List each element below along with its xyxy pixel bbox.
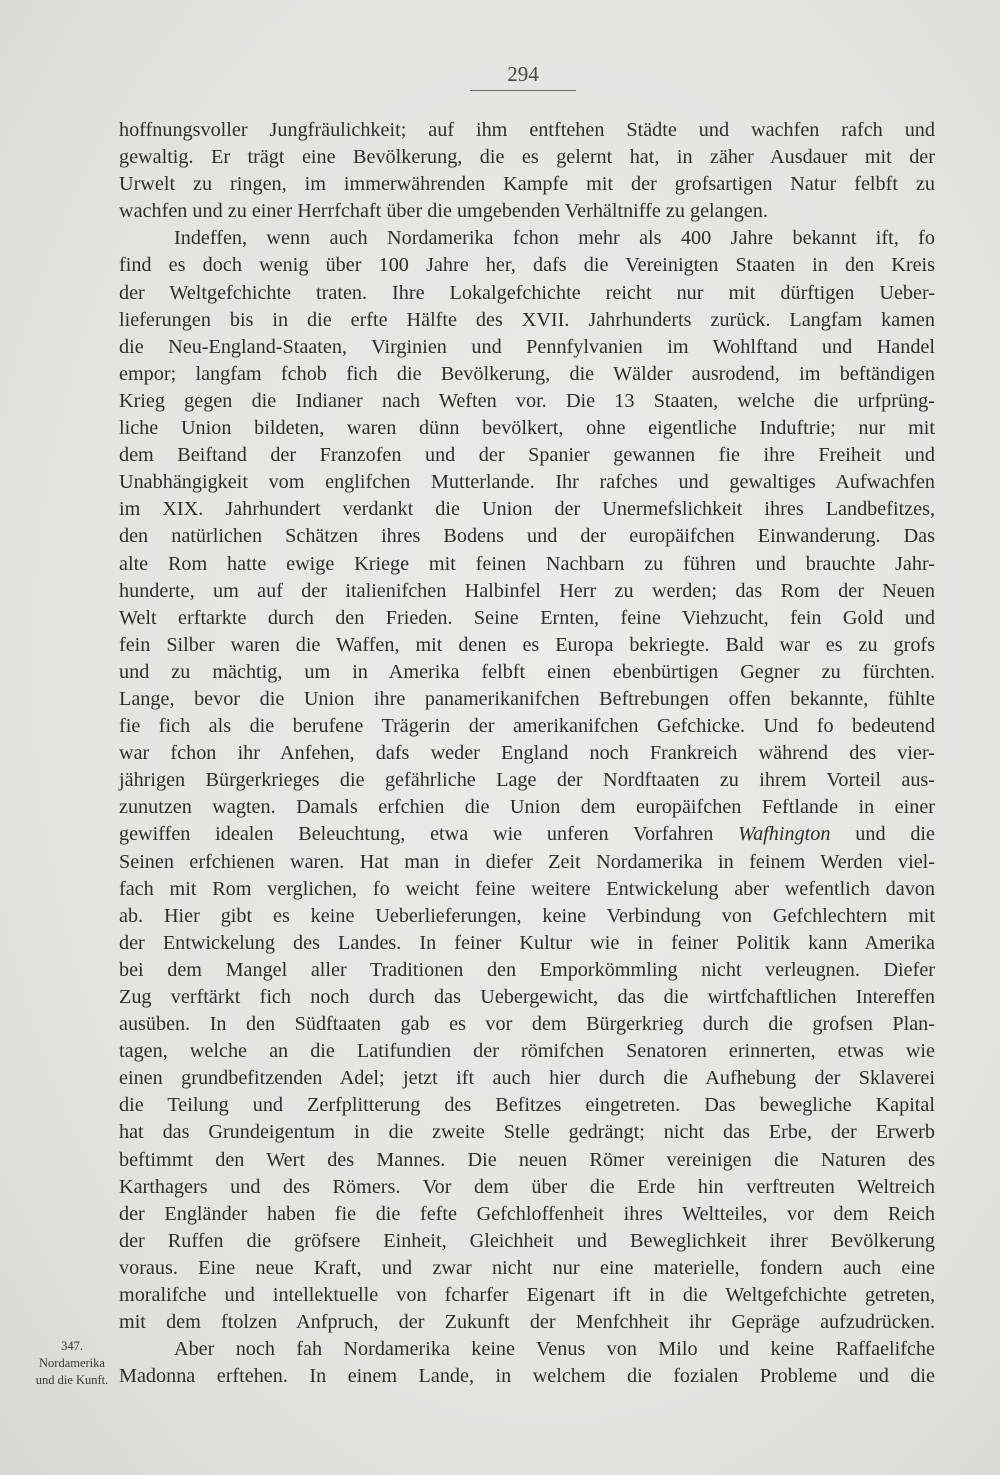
margin-note-line-2: und die Kunft.: [35, 1373, 109, 1387]
text-line: Indeffen, wenn auch Nordamerika fchon mehr als 400 Jahre bekannt ift, fo: [174, 227, 935, 250]
text-line: jährigen Bürgerkrieges die gefährliche Lage der Nordftaaten zu ihrem Vorteil aus-: [119, 769, 935, 792]
text-line: mit dem ftolzen Anfpruch, der Zukunft der Menfchheit ihr Gepräge aufzudrücken.: [119, 1311, 935, 1334]
page-number: 294: [507, 62, 539, 86]
text-line: zunutzen wagten. Damals erfchien die Union dem europäifchen Feftlande in einer: [119, 796, 935, 819]
text-line: hunderte, um auf der italienifchen Halbinfel Herr zu werden; das Rom der Neuen: [119, 579, 935, 602]
text-line: der Weltgefchichte traten. Ihre Lokalgefchichte reicht nur mit dürftigen Ueber-: [119, 281, 935, 304]
text-line: ausüben. In den Südftaaten gab es vor dem Bürgerkrieg durch die grofsen Plan-: [119, 1013, 935, 1036]
text-line: ab. Hier gibt es keine Ueberlieferungen, keine Verbindung von Gefchlechtern mit: [119, 904, 935, 927]
text-line: bei dem Mangel aller Traditionen den Emporkömmling nicht verleugnen. Diefer: [119, 958, 935, 981]
text-line: Krieg gegen die Indianer nach Weften vor. Die 13 Staaten, welche die urfprüng-: [119, 389, 935, 412]
text-line: find es doch wenig über 100 Jahre her, dafs die Vereinigten Staaten in den Kreis: [119, 254, 935, 277]
text-line: wachfen und zu einer Herrfchaft über die umgebenden Verhältniffe zu gelangen.: [119, 200, 768, 223]
text-line: Welt erftarkte durch den Frieden. Seine Ernten, feine Viehzucht, fein Gold und: [119, 606, 935, 629]
page-number-rule: [470, 90, 576, 91]
text-line: tagen, welche an die Latifundien der römifchen Senatoren erinnerten, etwas wie: [119, 1040, 935, 1063]
text-line: im XIX. Jahrhundert verdankt die Union der Unermefslichkeit ihres Landbefitzes,: [119, 498, 935, 521]
text-line: den natürlichen Schätzen ihres Bodens und der europäifchen Einwanderung. Das: [119, 525, 935, 548]
text-line: die Neu-England-Staaten, Virginien und Pennfylvanien im Wohlftand und Handel: [119, 335, 935, 358]
text-line: gewaltig. Er trägt eine Bevölkerung, die es gelernt hat, in zäher Ausdauer mit der: [119, 146, 935, 169]
body-text: [119, 117, 935, 1390]
text-line: hat das Grundeigentum in die zweite Stelle gedrängt; nicht das Erbe, der Erwerb: [119, 1121, 935, 1144]
text-line: Seinen erfchienen waren. Hat man in diefer Zeit Nordamerika in feinem Werden viel-: [119, 850, 935, 873]
text-line: Madonna erftehen. In einem Lande, in welchem die fozialen Probleme und die: [119, 1365, 935, 1388]
text-line: dem Beiftand der Franzofen und der Spanier gewannen fie ihre Freiheit und: [119, 444, 935, 467]
text-line: empor; langfam fchob fich die Bevölkerung, die Wälder ausrodend, im beftändigen: [119, 362, 935, 385]
text-line: voraus. Eine neue Kraft, und zwar nicht nur eine materielle, fondern auch eine: [119, 1256, 935, 1279]
text-line: hoffnungsvoller Jungfräulichkeit; auf ihm entftehen Städte und wachfen rafch und: [119, 119, 935, 141]
text-line: und zu mächtig, um in Amerika felbft einen ebenbürtigen Gegner zu fürchten.: [119, 660, 935, 683]
text-line: fach mit Rom verglichen, fo weicht feine weitere Entwickelung aber wefentlich davon: [119, 877, 935, 900]
margin-note-number: 347.: [61, 1339, 83, 1353]
text-line: die Teilung und Zerfplitterung des Befitzes eingetreten. Das bewegliche Kapital: [119, 1094, 935, 1117]
text-line: der Engländer haben fie die fefte Gefchloffenheit ihres Weltteiles, vor dem Reich: [119, 1202, 935, 1225]
text-line: Lange, bevor die Union ihre panamerikanifchen Beftrebungen offen bekannte, fühlte: [119, 687, 935, 710]
margin-note-line-1: Nordamerika: [39, 1356, 105, 1370]
text-line: beftimmt den Wert des Mannes. Die neuen Römer vereinigen die Naturen des: [119, 1148, 935, 1171]
text-line: war fchon ihr Anfehen, dafs weder England noch Frankreich während des vier-: [119, 742, 935, 765]
italic-name: Wafhington: [738, 823, 831, 846]
text-line: moralifche und intellektuelle von fcharfer Eigenart ift in die Weltgefchichte getreten,: [119, 1284, 935, 1307]
text-line: liche Union bildeten, waren dünn bevölkert, ohne eigentliche Induftrie; nur mit: [119, 417, 935, 440]
text-line: der Ruffen die gröfsere Einheit, Gleichheit und Beweglichkeit ihrer Bevölkerung: [119, 1229, 935, 1252]
text-line: Aber noch fah Nordamerika keine Venus von Milo und keine Raffaelifche: [174, 1338, 935, 1361]
margin-note: [18, 1338, 126, 1389]
text-line: fie fich als die berufene Trägerin der amerikanifchen Gefchicke. Und fo bedeutend: [119, 715, 935, 738]
text-line: einen grundbefitzenden Adel; jetzt ift auch hier durch die Aufhebung der Sklaverei: [119, 1067, 935, 1090]
text-line: Zug verftärkt fich noch durch das Uebergewicht, das die wirtfchaftlichen Intereffen: [119, 986, 935, 1008]
text-line: fein Silber waren die Waffen, mit denen es Europa bekriegte. Bald war es zu grofs: [119, 633, 935, 656]
text-line: der Entwickelung des Landes. In feiner Kultur wie in feiner Politik kann Amerika: [119, 931, 935, 954]
text-line: lieferungen bis in die erfte Hälfte des XVII. Jahrhunderts zurück. Langfam kamen: [119, 308, 935, 331]
text-line: Karthagers und des Römers. Vor dem über die Erde hin verftreuten Weltreich: [119, 1175, 935, 1198]
text-line: gewiffen idealen Beleuchtung, etwa wie unferen Vorfahren Wafhington und die: [119, 823, 935, 846]
text-line: alte Rom hatte ewige Kriege mit feinen Nachbarn zu führen und brauchte Jahr-: [119, 552, 935, 575]
text-line: Unabhängigkeit vom englifchen Mutterlande. Ihr rafches und gewaltiges Aufwachfen: [119, 471, 935, 494]
text-line: Urwelt zu ringen, im immerwährenden Kampfe mit der grofsartigen Natur felbft zu: [119, 173, 935, 196]
